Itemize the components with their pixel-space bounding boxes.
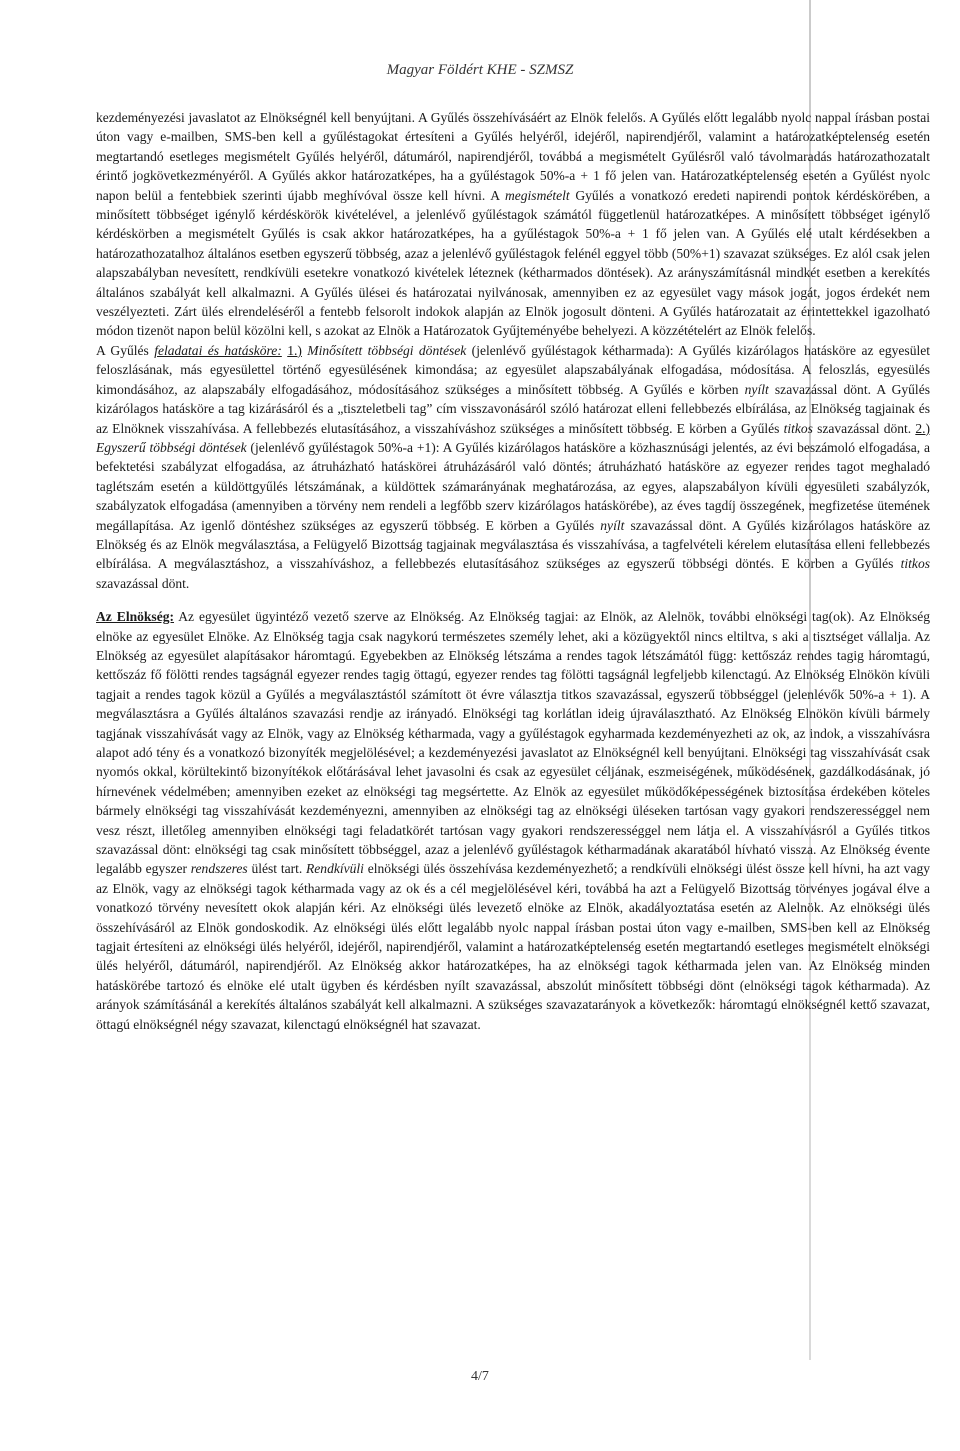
paragraph-gyules-powers: A Gyűlés feladatai és hatásköre: 1.) Minősített többségi döntések (jelenlévő gyűléstagok kétharmada): A Gyűlés kizárólagos hatásköre az egyesület feloszlásának, más egyesülettel történő egyesülésének kimondása; az egyesület alapszabályának elfogadása, módosítása. A feloszlás, egyesülés kimondásához, az alapszabály elfogadásához, módosításához szükséges a minősített többség. A Gyűlés e körben nyílt szavazással dönt. A Gyűlés kizárólagos hatásköre a tag kizárásáról és a „tiszteletbeli tag” cím visszavonásáról szóló határozat elleni fellebbezés elbírálása, az Elnökség tagjainak és az Elnöknek visszahívása. A fellebbezés elutasításához, a visszahíváshoz szükséges a minősített többség. E körben a Gyűlés titkos szavazással dönt. 2.) Egyszerű többségi döntések (jelenlévő gyűléstagok 50%-a +1): A Gyűlés kizárólagos hatásköre a közhasznúsági jelentés, az évi beszámoló elfogadása, a befektetési szabályzat elfogadása, az átruházható hatáskörei átruházásáról való döntés; átruházható hatásköre az egyezer rendes tagot meghaladó taglétszám esetén a küldöttgyűlés létszámának, a küldöttek számarányának meghatározása, az egyes, alapszabályon kívüli egyesületi szabályzók, szabályzatok elfogadása (amennyiben a törvény nem rendeli a legfőbb szerv kizárólagos hatáskörébe), az éves tagdíj összegének, megfizetése ütemének megállapítása. Az igenlő döntéshez szükséges az egyszerű többség. E körben a Gyűlés nyílt szavazással dönt. A Gyűlés kizárólagos hatásköre az Elnökség és az Elnök megválasztása, a Felügyelő Bizottság tagjainak megválasztása és visszahívása, a tagfelvételi kérelem elutasítása elleni fellebbezés elbírálása. A megválasztáshoz, a visszahíváshoz, a fellebbezés elutasításához szükséges az egyszerű többségi döntés. E körben a Gyűlés titkos szavazással dönt. (96, 342, 931, 591)
paragraph-spacer (96, 593, 930, 607)
paragraph-elnokseg: Az Elnökség: Az egyesület ügyintéző vezető szerve az Elnökség. Az Elnökség tagjai: az Elnök, az Alelnök, további elnökségi tag(ok). Az Elnökség elnöke az egyesület Elnöke. Az Elnökség tagja csak nagykorú természetes személy lehet, aki a közügyektől nincs eltiltva, s aki a tisztséget vállalja. Az Elnökség az egyesület alapításakor háromtagú. Egyebekben az Elnökség létszáma a rendes tagok létszámától függ: kettőszáz rendes tagig háromtagú, kettőszáz fő fölötti rendes tagságnál egyezer rendes tagig öttagú, egyezer rendes tag fölötti tagságnál legfeljebb kilenctagú. Az Elnökség Elnökön kívüli tagjait a rendes tagok közül a Gyűlés a megválasztástól számított öt évre választja titkos szavazással, egyszerű többséggel (jelenlévők 50%-a + 1). A megválasztásra a Gyűlés általános szavazási rendje az irányadó. Elnökségi tag korlátlan ideig újraválasztható. Az Elnökség Elnökön kívüli bármely tagjának visszahívását vagy az Elnök, vagy az Elnökség kétharmada, vagy a gyűléstagok egyharmada kezdeményezheti az ok, az indok, a visszahívásra alapot adó tény és a vonatkozó bizonyíték megjelölésével; a kezdeményezési javaslatot az Elnökségnél kell benyújtani. Elnökségi tag visszahívását csak nyomós okkal, körültekintő bizonyítékok előtárásával lehet javasolni és csak az egyesület céljának, eszmeiségének, működésének, gazdálkodásának, jó hírnevének védelmében; amennyiben ezeket az elnökségi tag megsértette. Az Elnök az egyesület működőképességének biztosítása érdekében köteles bármely elnökségi tag visszahívását kezdeményezni, amennyiben az elnökségi tag az elnökségi üléseken tartósan vagy gyakori rendszerességgel nem vesz részt, illetőleg amennyiben elnökségi tagi feladatkörét tartósan vagy gyakori rendszerességgel nem látja el. A visszahívásról a Gyűlés titkos szavazással dönt: elnökségi tag csak minősített többséggel, azaz a jelenlévő gyűléstagok kétharmadának akaratából hívható vissza. Az Elnökség évente legalább egyszer rendszeres ülést tart. Rendkívüli elnökségi ülés összehívása kezdeményezhető; a rendkívüli elnökségi ülést össze kell hívni, ha azt vagy az Elnök, vagy az elnökségi tagok kétharmada vagy az ok és a cél megjelölésével kéri, továbbá ha azt a Felügyelő Bizottság törvényes jogával élve a vonatkozó törvény nevesített okok alapján kéri. Az elnökségi ülés levezető elnöke az Elnök, akadályoztatása esetén az Alelnök. Az elnökségi ülés összehívásáról az Elnök gondoskodik. Az elnökségi ülés előtt legalább nyolc nappal írásban postai úton vagy e-mailben, SMS-ben kell az Elnökség tagjait értesíteni az elnökségi ülés helyéről, idejéről, napirendjéről, valamint a határozatképtelenség esetén megtartandó esetleges megismételt elnökségi ülés helyéről, dátumáról, napirendjéről. Az Elnökség akkor határozatképes, ha az elnökségi tagok kétharmada jelen van. Az Elnökség minden hatáskörébe tartozó és elnöke elé utalt ügyben és kérdésben nyílt szavazással, abszolút minősített többségi dönt (elnökségi tagok kétharmada). Az arányok számításánál a kerekítés általános szabályát kell alkalmazni. A szükséges szavazatarányok a következők: háromtagú elnökségnél kettő szavazat, öttagú elnökségnél négy szavazat, kilenctagú elnökségnél hat szavazat. (96, 609, 930, 1032)
page-number: 4/7 (471, 1369, 489, 1384)
page-header-title: Magyar Földért KHE - SZMSZ (386, 62, 574, 78)
document-body (96, 108, 930, 1034)
section-heading-elnokseg: Az Elnökség: (96, 609, 174, 625)
paragraph-gyules-procedure: kezdeményezési javaslatot az Elnökségnél kell benyújtani. A Gyűlés összehívásáért az Elnök felelős. A Gyűlés előtt legalább nyolc nappal írásban postai úton vagy e-mailben, SMS-ben kell a gyűléstagokat értesíteni a Gyűlés helyéről, idejéről, napirendjéről, valamint a határozatképtelenség esetén megtartandó esetleges megismételt Gyűlés helyéről, dátumáról, napirendjéről, továbbá a megismételt Gyűlésről való távolmaradás határozathozatalt érintő jogkövetkezményéről. A Gyűlés akkor határozatképes, ha a gyűléstagok 50%-a + 1 fő jelen van. Határozatképtelenség esetén a Gyűlést nyolc napon belül a fentebbiek szerinti újabb meghívóval össze kell hívni. A megismételt Gyűlés a vonatkozó eredeti napirendi pontok kérdéskörében, a minősített többséget igénylő kérdéskörök kivételével, a jelenlévő gyűléstagok számától függetlenül határozatképes. A minősített többséget igénylő kérdéskörben a megismételt Gyűlés is csak akkor határozatképes, ha a gyűléstagok 50%-a + 1 fő jelen van. A Gyűlés elé utalt kérdésekben a határozathozatalhoz általános esetben egyszerű többség, azaz a jelenlévő gyűléstagok felénél eggyel több (50%+1) szavazat szükséges. Ez alól csak jelen alapszabályban nevesített, rendkívüli esetekre vonatkozó kivételek léteznek (kétharmados döntések). Az arányszámításnál mindkét esetben a kerekítés általános szabályát kell alkalmazni. A Gyűlés ülései és határozatai nyilvánosak, amennyiben ez az egyesület vagy mások jogát, jogos érdekét nem veszélyezteti. Zárt ülés elrendeléséről a fentebb felsorolt indokok alapján az Elnök jogosult dönteni. A Gyűlés határozatait az érintettekkel igazolható módon tizenöt napon belül közölni kell, s azokat az Elnök a Határozatok Gyűjteményébe behelyezi. A közzétételért az Elnök felelős. (96, 110, 930, 339)
